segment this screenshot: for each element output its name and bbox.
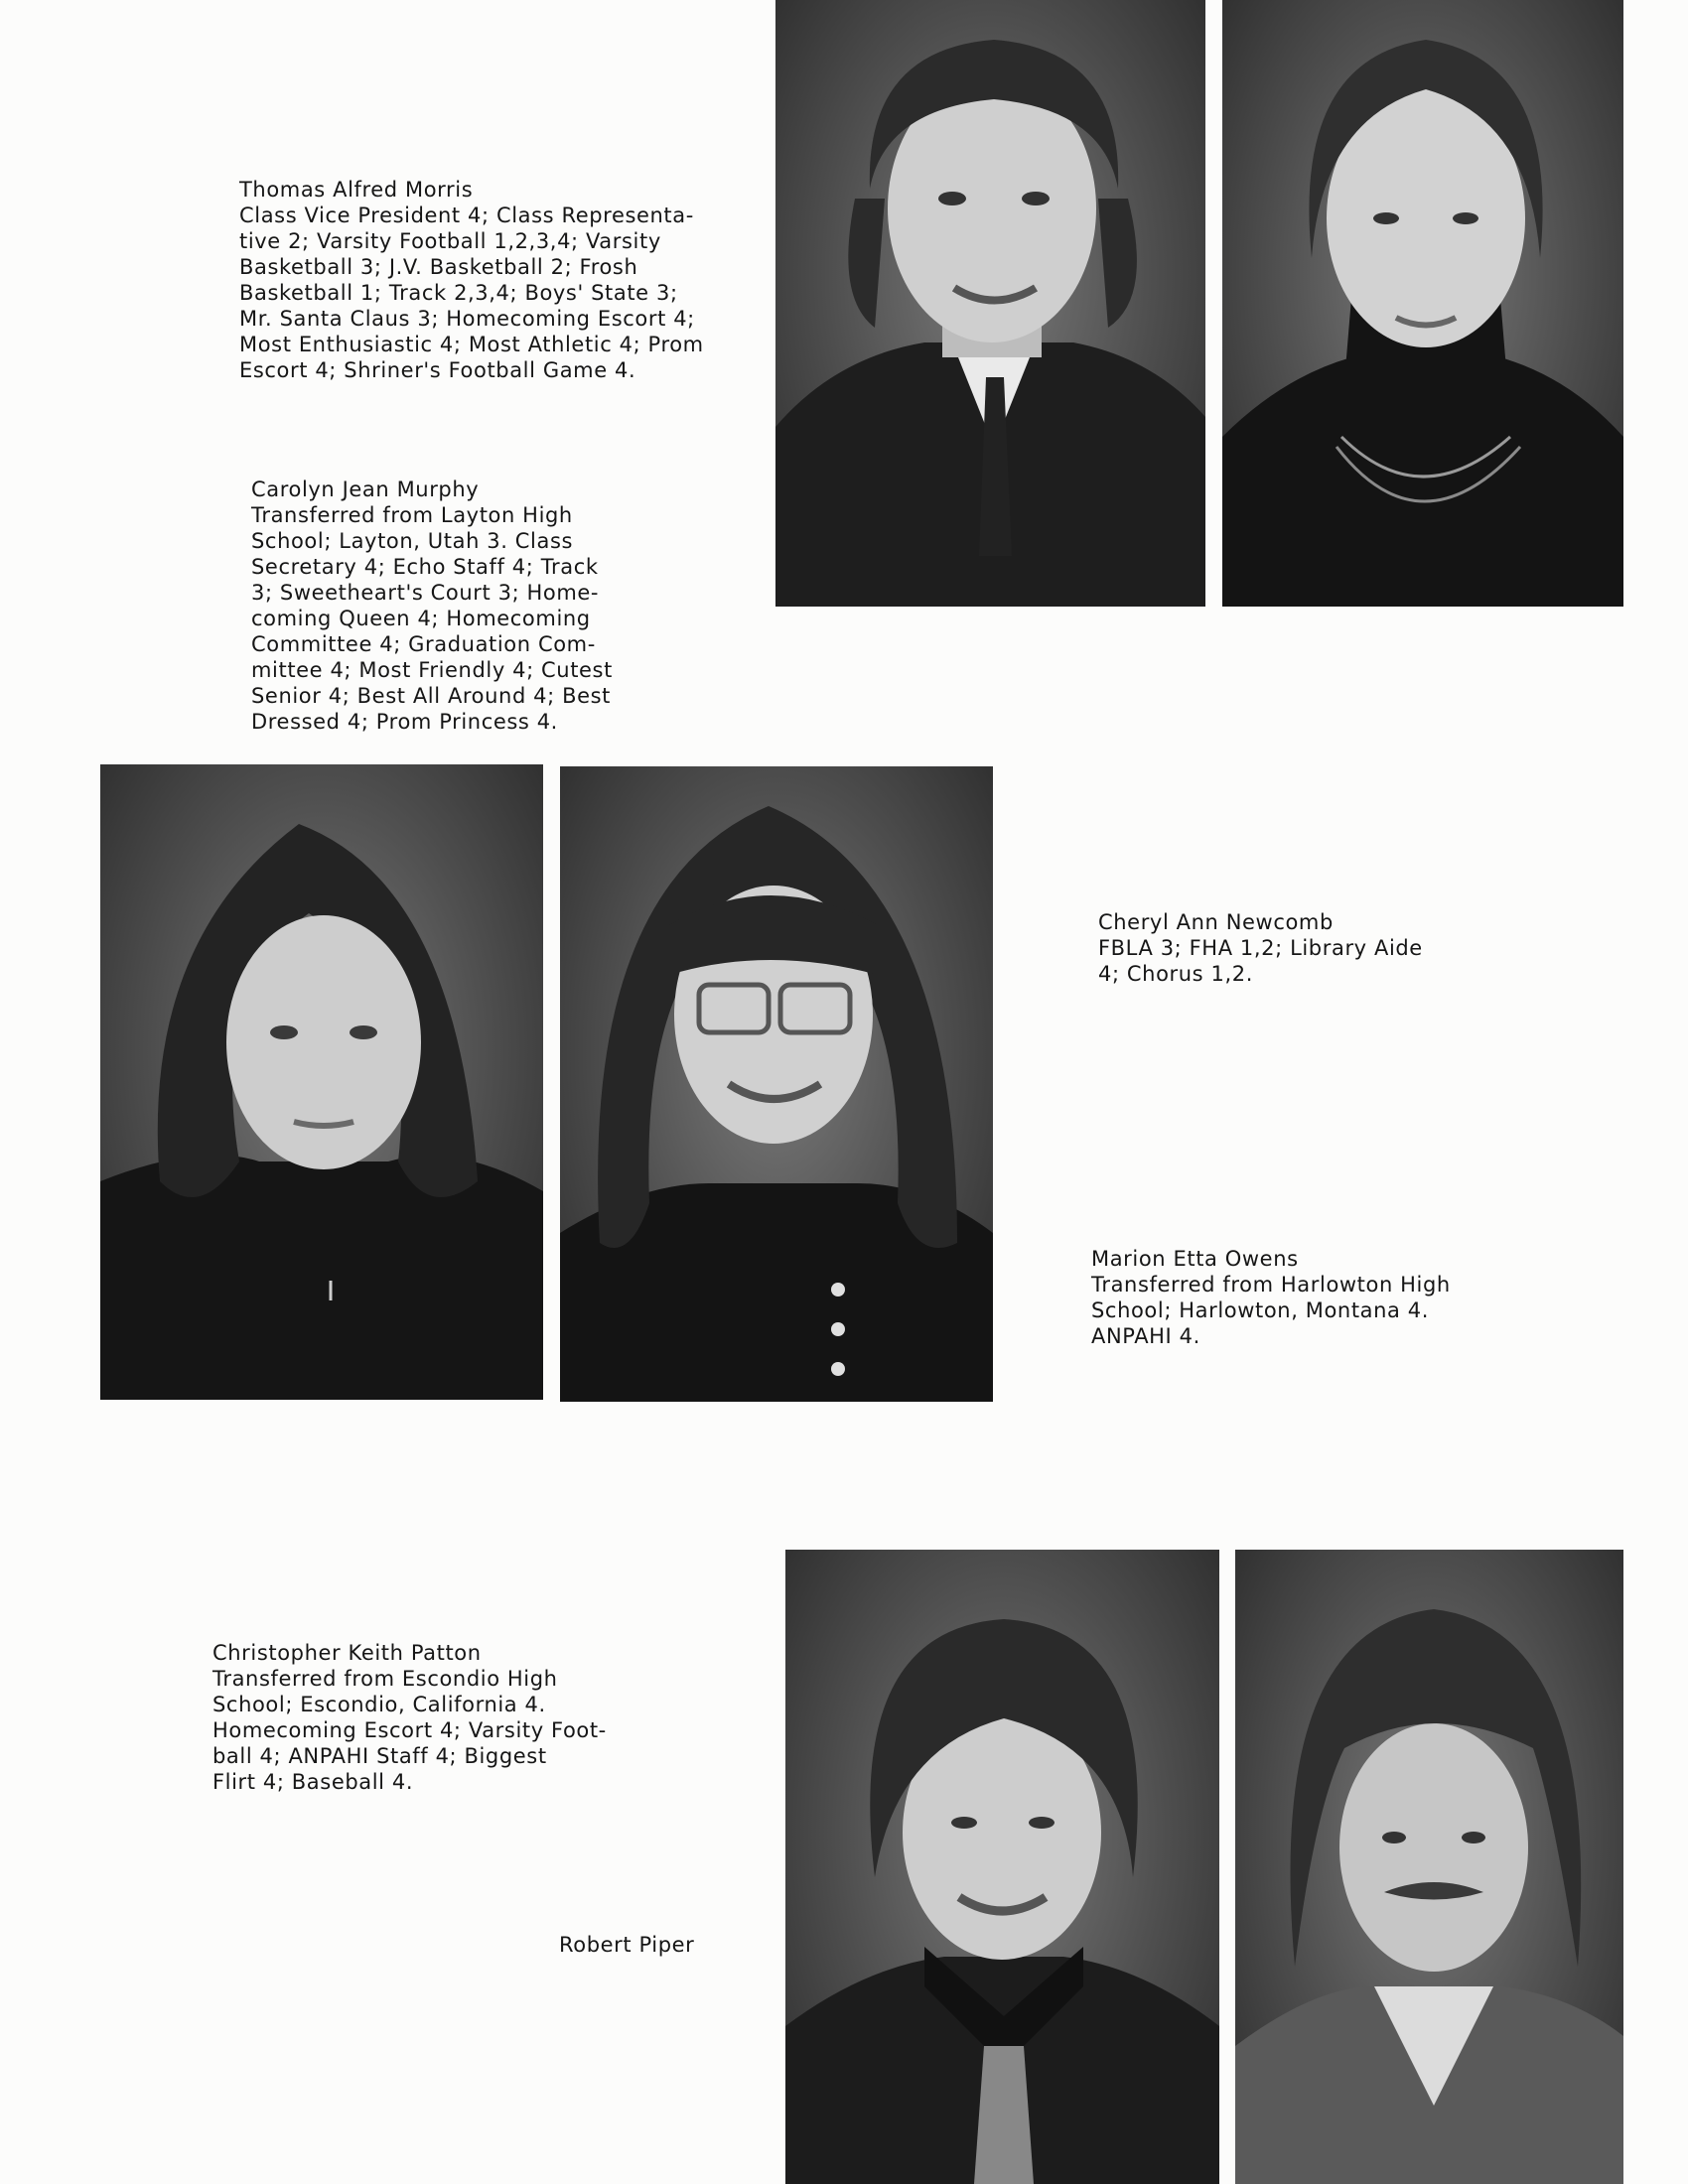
student-activities: Transferred from Escondio High School; Escondio, California 4. Homecoming Escort 4; Varsity Foot- ball 4; ANPAHI Staff 4; Biggest Flirt 4; Baseball 4. <box>212 1667 607 1794</box>
bio-carolyn-murphy <box>251 477 613 735</box>
student-name: Carolyn Jean Murphy <box>251 478 480 501</box>
portrait-marion-owens <box>560 766 993 1402</box>
portrait-christopher-patton <box>785 1550 1219 2184</box>
student-name: Thomas Alfred Morris <box>239 178 474 202</box>
portrait-thomas-morris <box>775 0 1205 607</box>
student-name: Robert Piper <box>559 1933 695 1957</box>
bio-robert-piper <box>559 1933 694 1957</box>
portrait-robert-piper <box>1235 1550 1623 2184</box>
bio-thomas-morris <box>239 177 704 383</box>
bio-christopher-patton <box>212 1640 607 1795</box>
student-activities: Class Vice President 4; Class Representa- tive 2; Varsity Football 1,2,3,4; Varsity Basketball 3; J.V. Basketball 2; Frosh Basketball 1; Track 2,3,4; Boys' State 3; Mr. Santa Claus 3; Homecoming Escort 4; Most Enthusiastic 4; Most Athletic 4; Prom Escort 4; Shriner's Football Game 4. <box>239 204 704 382</box>
student-name: Cheryl Ann Newcomb <box>1098 910 1334 934</box>
student-activities: FBLA 3; FHA 1,2; Library Aide 4; Chorus 1,2. <box>1098 936 1423 986</box>
student-activities: Transferred from Harlowton High School; Harlowton, Montana 4. ANPAHI 4. <box>1091 1273 1451 1348</box>
bio-marion-owens <box>1091 1246 1451 1349</box>
student-name: Marion Etta Owens <box>1091 1247 1299 1271</box>
portrait-cheryl-newcomb <box>100 764 543 1400</box>
student-name: Christopher Keith Patton <box>212 1641 482 1665</box>
portrait-carolyn-murphy <box>1222 0 1623 607</box>
student-activities: Transferred from Layton High School; Layton, Utah 3. Class Secretary 4; Echo Staff 4; Track 3; Sweetheart's Court 3; Home- coming Queen 4; Homecoming Committee 4; Graduation Com- mittee 4; Most Friendly 4; Cutest Senior 4; Best All Around 4; Best Dressed 4; Prom Princess 4. <box>251 503 613 734</box>
bio-cheryl-newcomb <box>1098 909 1423 987</box>
